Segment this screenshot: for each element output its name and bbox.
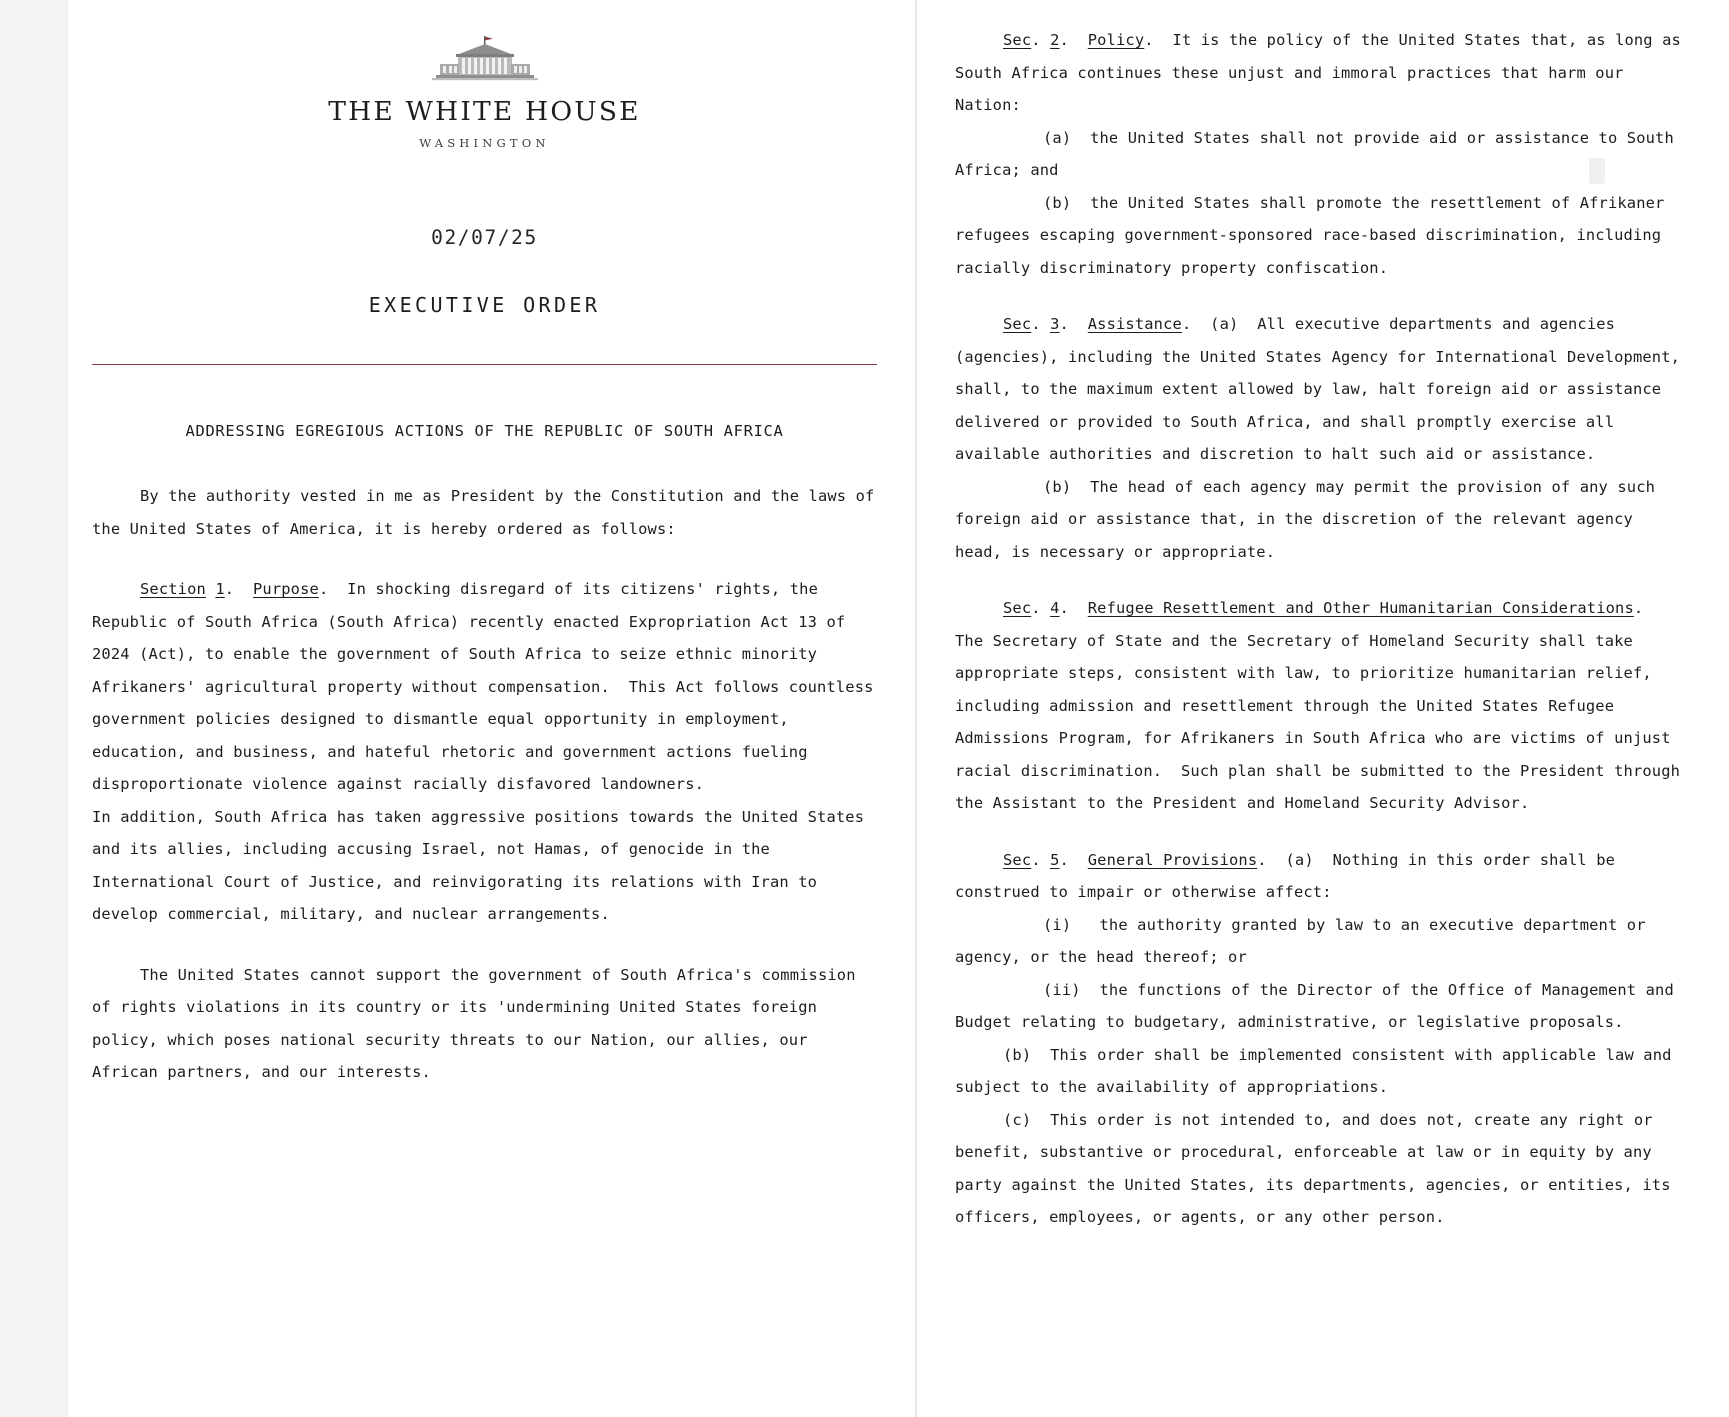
- left-page-body: [92, 480, 884, 1089]
- section-2-intro-text: . It is the policy of the United States that, as long as South Africa continues these unjust and immoral practices that harm our Nation:: [955, 31, 1691, 114]
- document-subject: ADDRESSING EGREGIOUS ACTIONS OF THE REPUBLIC OF SOUTH AFRICA: [185, 422, 784, 440]
- document-kind: EXECUTIVE ORDER: [368, 293, 601, 317]
- section-5-item-c: (c) This order is not intended to, and does not, create any right or benefit, substantive or procedural, enforceable at law or in equity by any party against the United States, its departments, agencies, or entities, its officers, employees, or agents, or any other person.: [955, 1110, 1681, 1226]
- section-3-item-b: (b) The head of each agency may permit the provision of any such foreign aid or assistance that, in the discretion of the relevant agency head, is necessary or appropriate.: [955, 477, 1665, 561]
- section-2-number: 2: [1050, 31, 1060, 49]
- section-3-item-a: Sec. 3. Assistance. (a) All executive departments and agencies (agencies), including the United States Agency for International Development, shall, to the maximum extent allowed by law, halt foreign aid or assistance delivered or provided to South Africa, and shall promptly exercise all available authorities and discretion to halt such aid or assistance.: [955, 315, 1690, 463]
- section-1-heading: Purpose: [253, 580, 319, 598]
- section-5-intro-text: . (a) Nothing in this order shall be construed to impair or otherwise affect:: [955, 850, 1625, 901]
- right-page-body: [955, 24, 1691, 1234]
- section-5-item-i: (i) the authority granted by law to an executive department or agency, or the head thereof; or: [955, 915, 1656, 966]
- section-2-intro: Sec. 2. Policy. It is the policy of the United States that, as long as South Africa continues these unjust and immoral practices that harm our Nation:: [955, 31, 1691, 114]
- section-1-text-a: . In shocking disregard of its citizens' rights, the Republic of South Africa (South Africa) recently enacted Expropriation Act 13 of 2024 (Act), to enable the government of South Africa to seize ethnic minority Afrikaners' agricultural property without compensation. This Act follows countless government policies designed to dismantle equal opportunity in employment, education, and business, and hateful rhetoric and government actions fueling disproportionate violence against racially disfavored landowners.: [92, 580, 883, 793]
- section-4-heading: Refugee Resettlement and Other Humanitarian Considerations: [1087, 599, 1634, 617]
- section-1-number: 1: [215, 580, 225, 598]
- white-house-icon: [92, 36, 877, 86]
- section-2-block: [955, 24, 1691, 284]
- section-5-heading: General Provisions: [1087, 850, 1258, 869]
- section-2-label: Sec: [1003, 31, 1032, 49]
- header-divider: [92, 364, 877, 365]
- section-5-item-ii: (ii) the functions of the Director of the Office of Management and Budget relating to budgetary, administrative, or legislative proposals.: [955, 980, 1684, 1031]
- section-2-item-b: (b) the United States shall promote the resettlement of Afrikaner refugees escaping government-sponsored race-based discrimination, including racially discriminatory property confiscation.: [955, 193, 1674, 277]
- page-gutter: [0, 0, 68, 1417]
- preamble-paragraph: By the authority vested in me as President by the Constitution and the laws of the United States of America, it is hereby ordered as follows:: [92, 487, 884, 538]
- section-2-heading: Policy: [1087, 31, 1145, 49]
- section-5-label: Sec: [1003, 850, 1032, 869]
- section-3-text-a: . (a) All executive departments and agencies (agencies), including the United States Agency for International Development, shall, to the maximum extent allowed by law, halt foreign aid or assistance delivered or provided to South Africa, and shall promptly exercise all available authorities and discretion to halt such aid or assistance.: [955, 315, 1690, 463]
- section-4-label: Sec: [1003, 599, 1032, 617]
- document-date: 02/07/25: [431, 226, 538, 249]
- section-5-number: 5: [1050, 850, 1060, 869]
- section-4-paragraph: Sec. 4. Refugee Resettlement and Other Humanitarian Considerations. The Secretary of State and the Secretary of Homeland Security shall take appropriate steps, consistent with law, to prioritize humanitarian relief, including admission and resettlement through the United States Refugee Admissions Program, for Afrikaners in South Africa who are victims of unjust racial discrimination. Such plan shall be submitted to the President through the Assistant to the President and Homeland Security Advisor.: [955, 599, 1690, 812]
- letterhead-subtitle: WASHINGTON: [419, 136, 550, 150]
- section-2-item-a: (a) the United States shall not provide aid or assistance to South Africa; and: [955, 128, 1684, 179]
- section-3-label: Sec: [1003, 315, 1032, 333]
- section-5-intro: Sec. 5. General Provisions. (a) Nothing in this order shall be construed to impair or otherwise affect:: [955, 850, 1625, 901]
- section-3-number: 3: [1050, 315, 1060, 333]
- left-paragraph-2: The United States cannot support the government of South Africa's commission of rights violations in its country or its 'undermining United States foreign policy, which poses national security threats to our Nation, our allies, our African partners, and our interests.: [92, 965, 866, 1081]
- section-4-block: [955, 592, 1690, 820]
- section-1-label: Section: [140, 580, 206, 598]
- section-1-text-b: In addition, South Africa has taken aggressive positions towards the United States and its allies, including accusing Israel, not Hamas, of genocide in the International Court of Justice, and reinvigorating its relations with Iran to develop commercial, military, and nuclear arrangements.: [92, 807, 874, 923]
- section-5-item-b: (b) This order shall be implemented consistent with applicable law and subject to the availability of appropriations.: [955, 1045, 1681, 1096]
- section-1-paragraph: Section 1. Purpose. In shocking disregard of its citizens' rights, the Republic of South Africa (South Africa) recently enacted Expropriation Act 13 of 2024 (Act), to enable the government of South Africa to seize ethnic minority Afrikaners' agricultural property without compensation. This Act follows countless government policies designed to dismantle equal opportunity in employment, education, and business, and hateful rhetoric and government actions fueling disproportionate violence against racially disfavored landowners. In addition, South Africa has taken aggressive positions towards the United States and its allies, including accusing Israel, not Hamas, of genocide in the International Court of Justice, and reinvigorating its relations with Iran to develop commercial, military, and nuclear arrangements.: [92, 580, 883, 923]
- letterhead-title: THE WHITE HOUSE: [328, 96, 641, 127]
- section-4-number: 4: [1050, 599, 1060, 617]
- section-4-text: . The Secretary of State and the Secretary of Homeland Security shall take appropriate steps, consistent with law, to prioritize humanitarian relief, including admission and resettlement through the United States Refugee Admissions Program, for Afrikaners in South Africa who are victims of unjust racial discrimination. Such plan shall be submitted to the President through the Assistant to the President and Homeland Security Advisor.: [955, 599, 1690, 812]
- section-5-block: [955, 844, 1683, 1234]
- section-3-block: [955, 308, 1690, 568]
- letterhead: [92, 0, 877, 150]
- section-3-heading: Assistance: [1087, 315, 1182, 333]
- document-page-right: [917, 0, 1729, 1417]
